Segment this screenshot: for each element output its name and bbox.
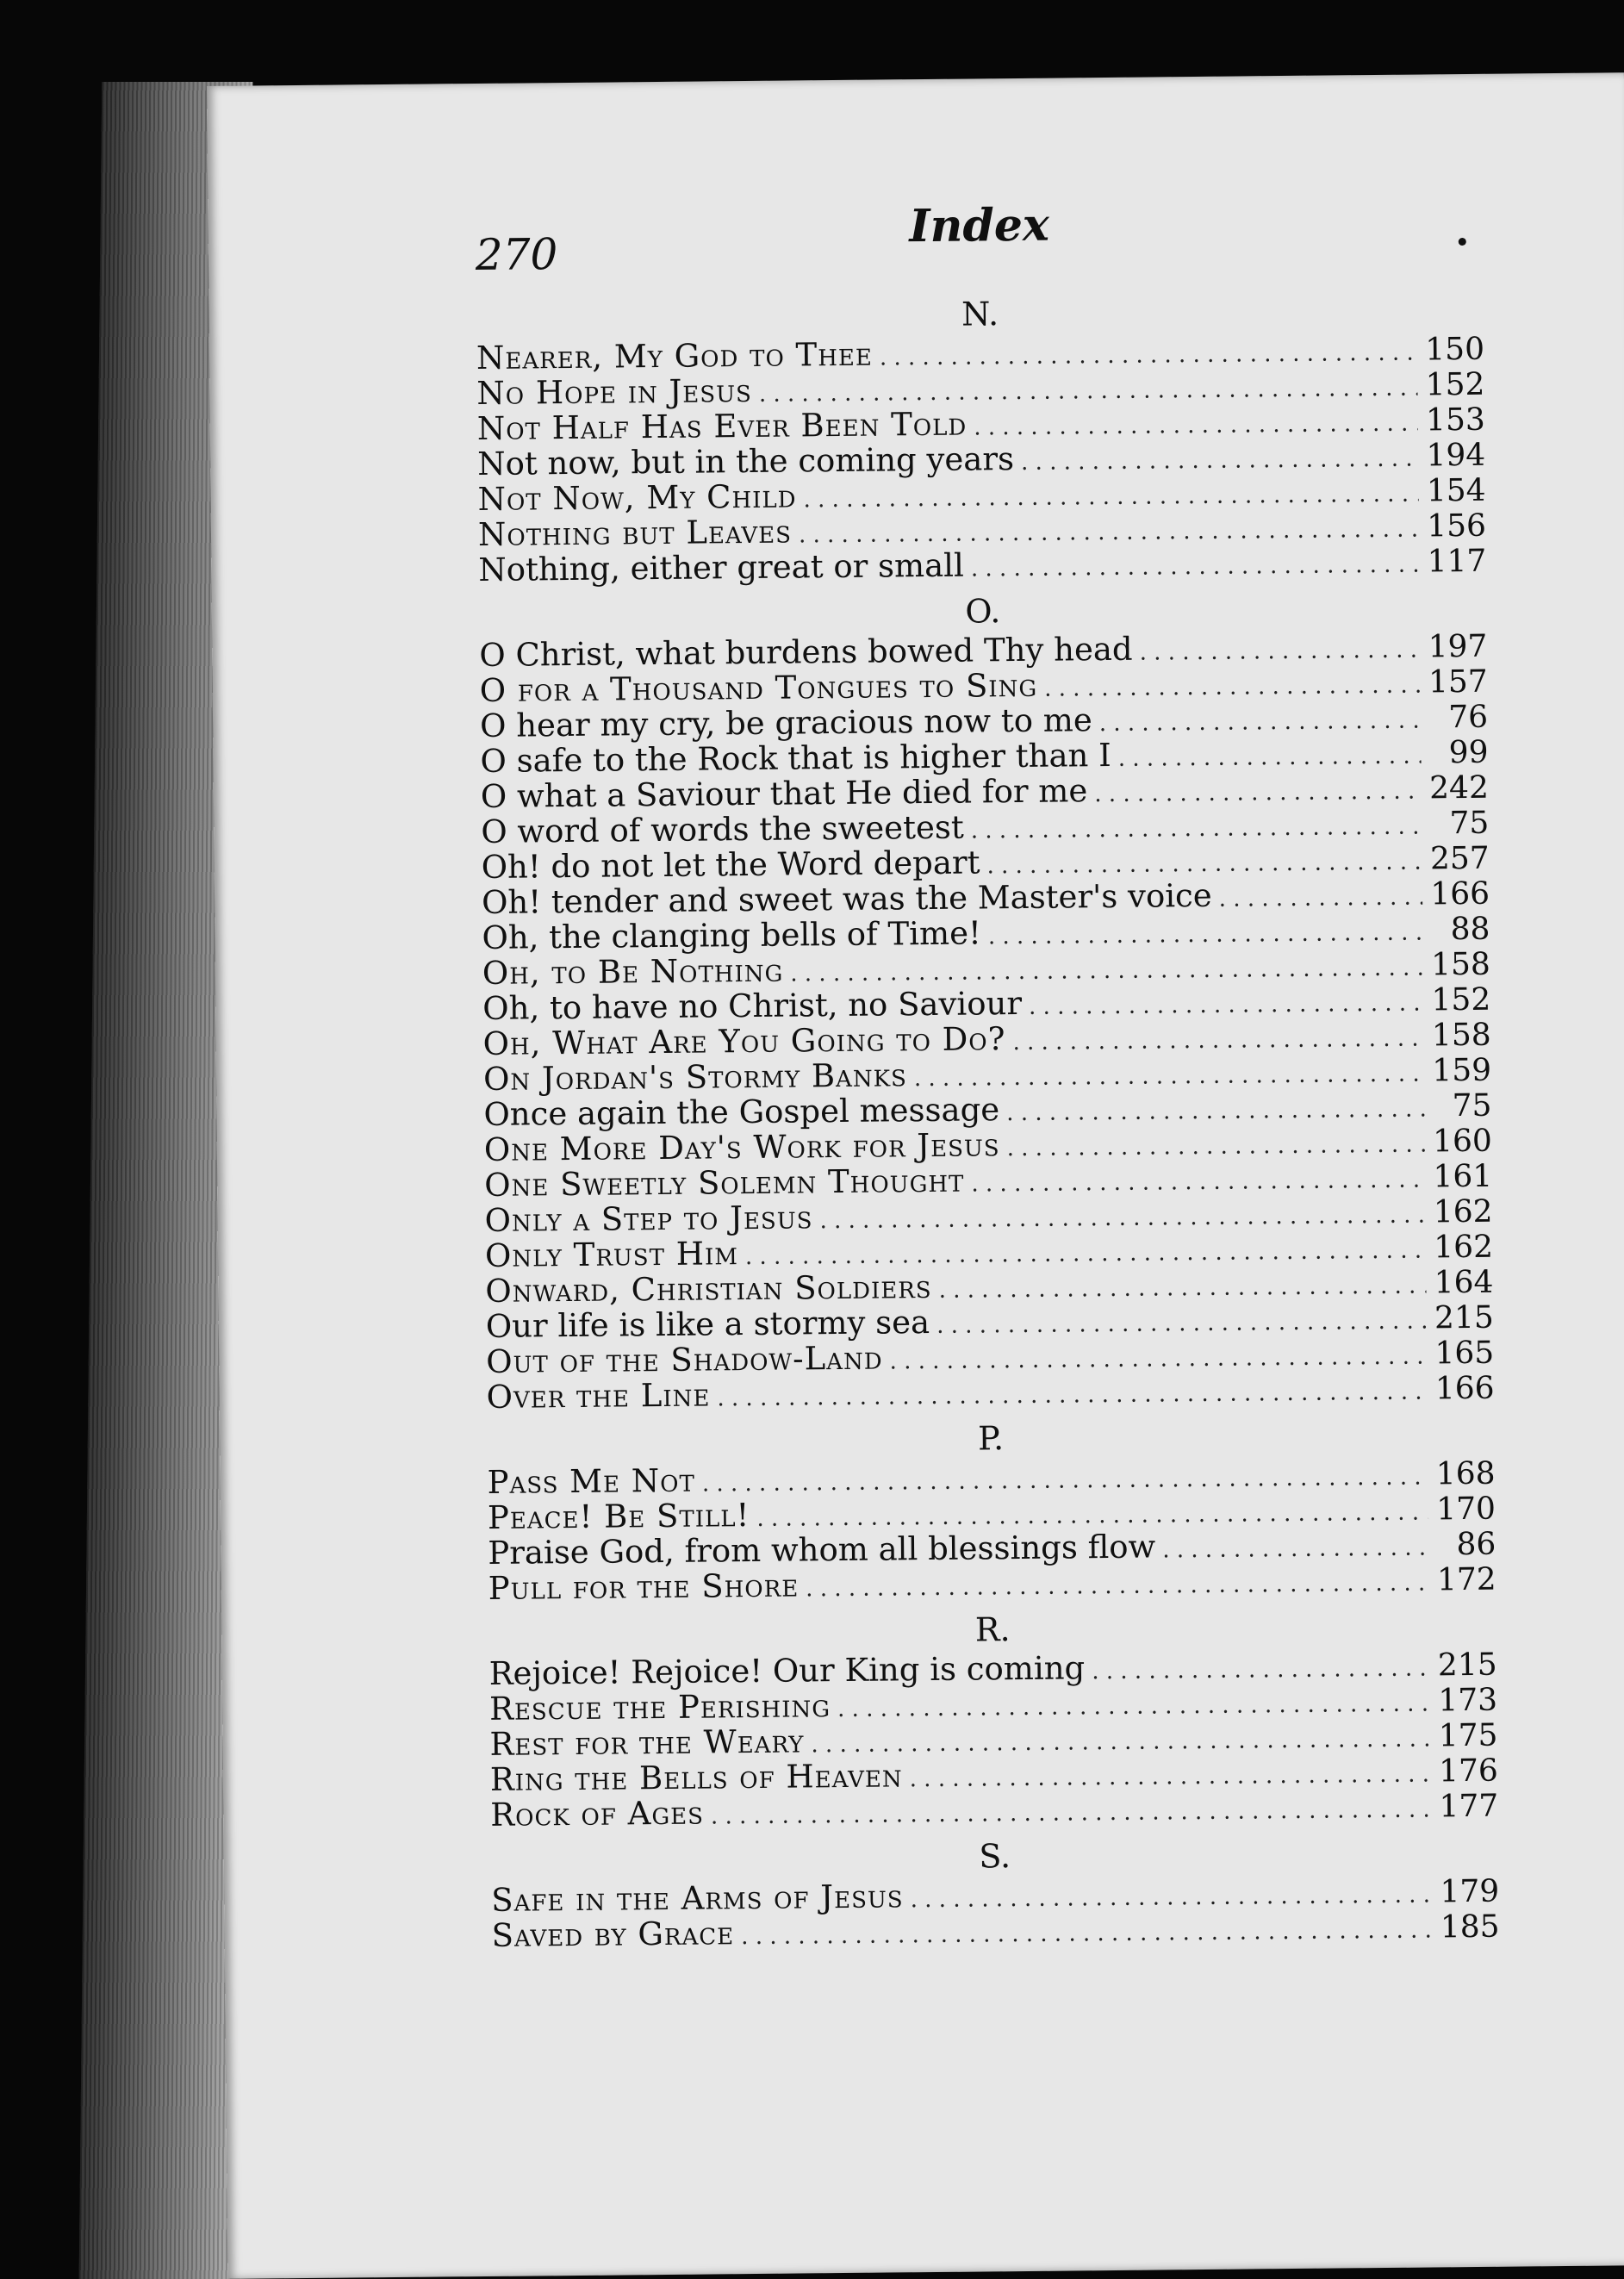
dot-leader	[819, 1198, 1426, 1239]
index-entry	[482, 981, 1490, 1026]
dot-leader	[1139, 633, 1420, 671]
entry-page-number: 75	[1452, 1087, 1492, 1124]
entry-title: Rock of Ages	[490, 1794, 705, 1834]
dot-leader	[1099, 704, 1422, 743]
entry-page-number: 165	[1434, 1335, 1495, 1372]
entry-title: Our life is like a stormy sea	[485, 1304, 930, 1345]
dot-leader	[971, 548, 1420, 588]
entry-title: Only Trust Him	[484, 1235, 739, 1274]
entry-page-number: 173	[1438, 1682, 1498, 1719]
book-page	[207, 72, 1624, 2279]
entry-title: Not now, but in the coming years	[477, 440, 1015, 483]
entry-title: Oh, to Be Nothing	[482, 951, 784, 992]
entry-title: Oh, What Are You Going to Do?	[482, 1020, 1006, 1062]
index-entry	[482, 875, 1490, 920]
entry-title: Saved by Grace	[491, 1915, 735, 1954]
entry-title: Peace! Be Still!	[487, 1497, 750, 1536]
entry-page-number: 185	[1440, 1909, 1500, 1946]
dot-leader	[1118, 739, 1422, 777]
entry-page-number: 175	[1438, 1717, 1498, 1754]
entry-page-number: 88	[1450, 911, 1490, 948]
index-entry	[488, 1526, 1496, 1571]
entry-page-number: 153	[1425, 402, 1485, 439]
index-entry	[489, 1647, 1497, 1691]
dot-leader	[803, 477, 1418, 519]
entry-page-number: 75	[1449, 805, 1490, 842]
dot-leader	[717, 1374, 1428, 1417]
dot-leader	[1006, 1092, 1425, 1131]
index-entry	[477, 437, 1485, 482]
index-entry	[482, 946, 1490, 991]
entry-page-number: 168	[1435, 1455, 1496, 1492]
index-entry	[481, 769, 1489, 814]
entry-page-number: 176	[1438, 1753, 1499, 1790]
entry-page-number: 162	[1434, 1229, 1494, 1266]
entry-title: On Jordan's Stormy Banks	[482, 1056, 908, 1098]
index-entry	[488, 1561, 1496, 1606]
dot-leader	[806, 1566, 1429, 1607]
entry-title: O safe to the Rock that is higher than I	[480, 736, 1111, 780]
entry-title: O what a Saviour that He died for me	[480, 772, 1088, 815]
entry-title: Pull for the Shore	[488, 1566, 800, 1607]
entry-page-number: 257	[1429, 840, 1490, 877]
entry-title: O Christ, what burdens bowed Thy head	[479, 630, 1133, 674]
entry-title: Nearer, My God to Thee	[476, 335, 874, 377]
dot-leader	[837, 1686, 1430, 1728]
dot-leader	[936, 1304, 1427, 1343]
dot-leader	[1029, 986, 1424, 1024]
entry-page-number: 159	[1432, 1052, 1492, 1089]
page-number: 270	[475, 229, 558, 281]
entry-page-number: 86	[1456, 1526, 1496, 1563]
entry-title: O for a Thousand Tongues to Sing	[479, 666, 1038, 709]
entry-title: Rejoice! Rejoice! Our King is coming	[488, 1649, 1086, 1692]
entry-title: Rescue the Perishing	[488, 1687, 831, 1728]
section-letter: O.	[965, 592, 1001, 631]
index-entry	[480, 699, 1488, 744]
entry-title: Not Now, My Child	[477, 477, 797, 519]
index-entry	[481, 805, 1489, 850]
entry-page-number: 166	[1434, 1370, 1495, 1407]
entry-page-number: 156	[1427, 507, 1487, 545]
dot-leader	[910, 1877, 1432, 1918]
entry-page-number: 170	[1436, 1491, 1496, 1528]
entry-page-number: 117	[1427, 543, 1487, 580]
dot-leader	[971, 1162, 1425, 1202]
section-letter: R.	[974, 1610, 1011, 1649]
entry-page-number: 215	[1434, 1299, 1494, 1336]
index-sections	[476, 288, 1499, 1953]
page-header	[475, 195, 1484, 290]
index-entry	[491, 1873, 1499, 1918]
section-letter: S.	[979, 1837, 1011, 1876]
entry-title: Only a Step to Jesus	[484, 1199, 813, 1239]
entry-page-number: 152	[1431, 981, 1491, 1018]
entry-title: Oh! tender and sweet was the Master's voice	[481, 876, 1212, 921]
index-entry	[484, 1158, 1492, 1203]
index-section	[476, 288, 1486, 588]
entry-page-number: 177	[1439, 1788, 1499, 1825]
index-entry	[480, 663, 1488, 708]
entry-page-number: 160	[1432, 1123, 1493, 1160]
running-head: Index	[909, 198, 1050, 253]
index-section	[487, 1412, 1496, 1606]
entry-page-number: 76	[1448, 699, 1489, 736]
entry-title: Praise God, from whom all blessings flow	[488, 1528, 1156, 1572]
dot-leader	[811, 1722, 1430, 1763]
index-content	[475, 195, 1499, 1953]
entry-title: Onward, Christian Soldiers	[485, 1267, 932, 1310]
dot-leader	[988, 915, 1423, 955]
index-entry	[489, 1682, 1497, 1727]
entry-title: No Hope in Jesus	[476, 371, 753, 413]
index-entry	[483, 1087, 1491, 1132]
entry-page-number: 166	[1430, 875, 1490, 912]
index-entry	[487, 1455, 1495, 1500]
entry-page-number: 162	[1433, 1193, 1493, 1230]
entry-page-number: 172	[1436, 1561, 1496, 1598]
entry-title: Oh! do not let the Word depart	[481, 844, 980, 886]
dot-leader	[938, 1268, 1426, 1308]
entry-title: Nothing, either great or small	[478, 546, 965, 588]
index-entry	[477, 472, 1485, 517]
entry-title: Pass Me Not	[487, 1461, 696, 1501]
ink-speck	[1459, 238, 1466, 246]
entry-title: Once again the Gospel message	[483, 1091, 1000, 1133]
index-entry	[480, 734, 1488, 779]
entry-title: Nothing but Leaves	[477, 513, 793, 553]
entry-page-number: 158	[1431, 1017, 1491, 1054]
entry-title: O word of words the sweetest	[481, 808, 964, 850]
dot-leader	[974, 407, 1418, 446]
dot-leader	[1219, 880, 1423, 917]
index-entry	[476, 331, 1484, 376]
entry-title: Oh, to have no Christ, no Saviour	[482, 984, 1023, 1027]
entry-page-number: 157	[1428, 663, 1488, 701]
entry-page-number: 197	[1428, 628, 1488, 665]
entry-title: Out of the Shadow-Land	[486, 1339, 883, 1380]
dot-leader	[1092, 1651, 1430, 1690]
dot-leader	[910, 1757, 1432, 1797]
dot-leader	[880, 336, 1418, 377]
index-entry	[479, 628, 1487, 673]
dot-leader	[711, 1792, 1432, 1834]
section-letter: P.	[977, 1419, 1005, 1458]
entry-title: One Sweetly Solemn Thought	[484, 1161, 965, 1204]
entry-title: Ring the Bells of Heaven	[489, 1757, 903, 1798]
dot-leader	[971, 810, 1422, 850]
index-entry	[483, 1052, 1491, 1097]
entry-page-number: 158	[1430, 946, 1491, 983]
dot-leader	[1021, 442, 1419, 481]
entry-page-number: 152	[1425, 366, 1485, 403]
dot-leader	[889, 1339, 1427, 1379]
entry-title: One More Day's Work for Jesus	[483, 1126, 1000, 1168]
entry-page-number: 179	[1440, 1873, 1500, 1910]
entry-page-number: 154	[1426, 472, 1486, 509]
entry-page-number: 161	[1433, 1158, 1493, 1195]
entry-page-number: 164	[1434, 1264, 1494, 1301]
index-section	[491, 1830, 1500, 1953]
entry-page-number: 194	[1426, 437, 1486, 474]
dot-leader	[1044, 669, 1421, 707]
index-entry	[482, 1017, 1490, 1062]
index-entry	[484, 1123, 1492, 1168]
entry-title: Oh, the clanging bells of Time!	[482, 914, 982, 956]
section-letter: N.	[961, 295, 999, 333]
entry-title: Rest for the Weary	[489, 1722, 805, 1763]
entry-title: O hear my cry, be gracious now to me	[479, 701, 1092, 744]
index-entry	[482, 911, 1490, 956]
dot-leader	[1162, 1530, 1428, 1568]
index-section	[479, 585, 1495, 1415]
entry-page-number: 150	[1425, 331, 1485, 368]
dot-leader	[1012, 1021, 1424, 1061]
entry-title: Not Half Has Ever Been Told	[476, 405, 968, 448]
dot-leader	[1006, 1127, 1425, 1167]
index-section	[488, 1603, 1498, 1833]
entry-page-number: 99	[1448, 734, 1489, 771]
entry-page-number: 215	[1437, 1647, 1497, 1684]
entry-title: Safe in the Arms of Jesus	[491, 1877, 904, 1919]
dot-leader	[741, 1913, 1433, 1955]
entry-page-number: 242	[1428, 769, 1490, 806]
entry-title: Over the Line	[486, 1376, 711, 1416]
dot-leader	[1094, 775, 1422, 813]
